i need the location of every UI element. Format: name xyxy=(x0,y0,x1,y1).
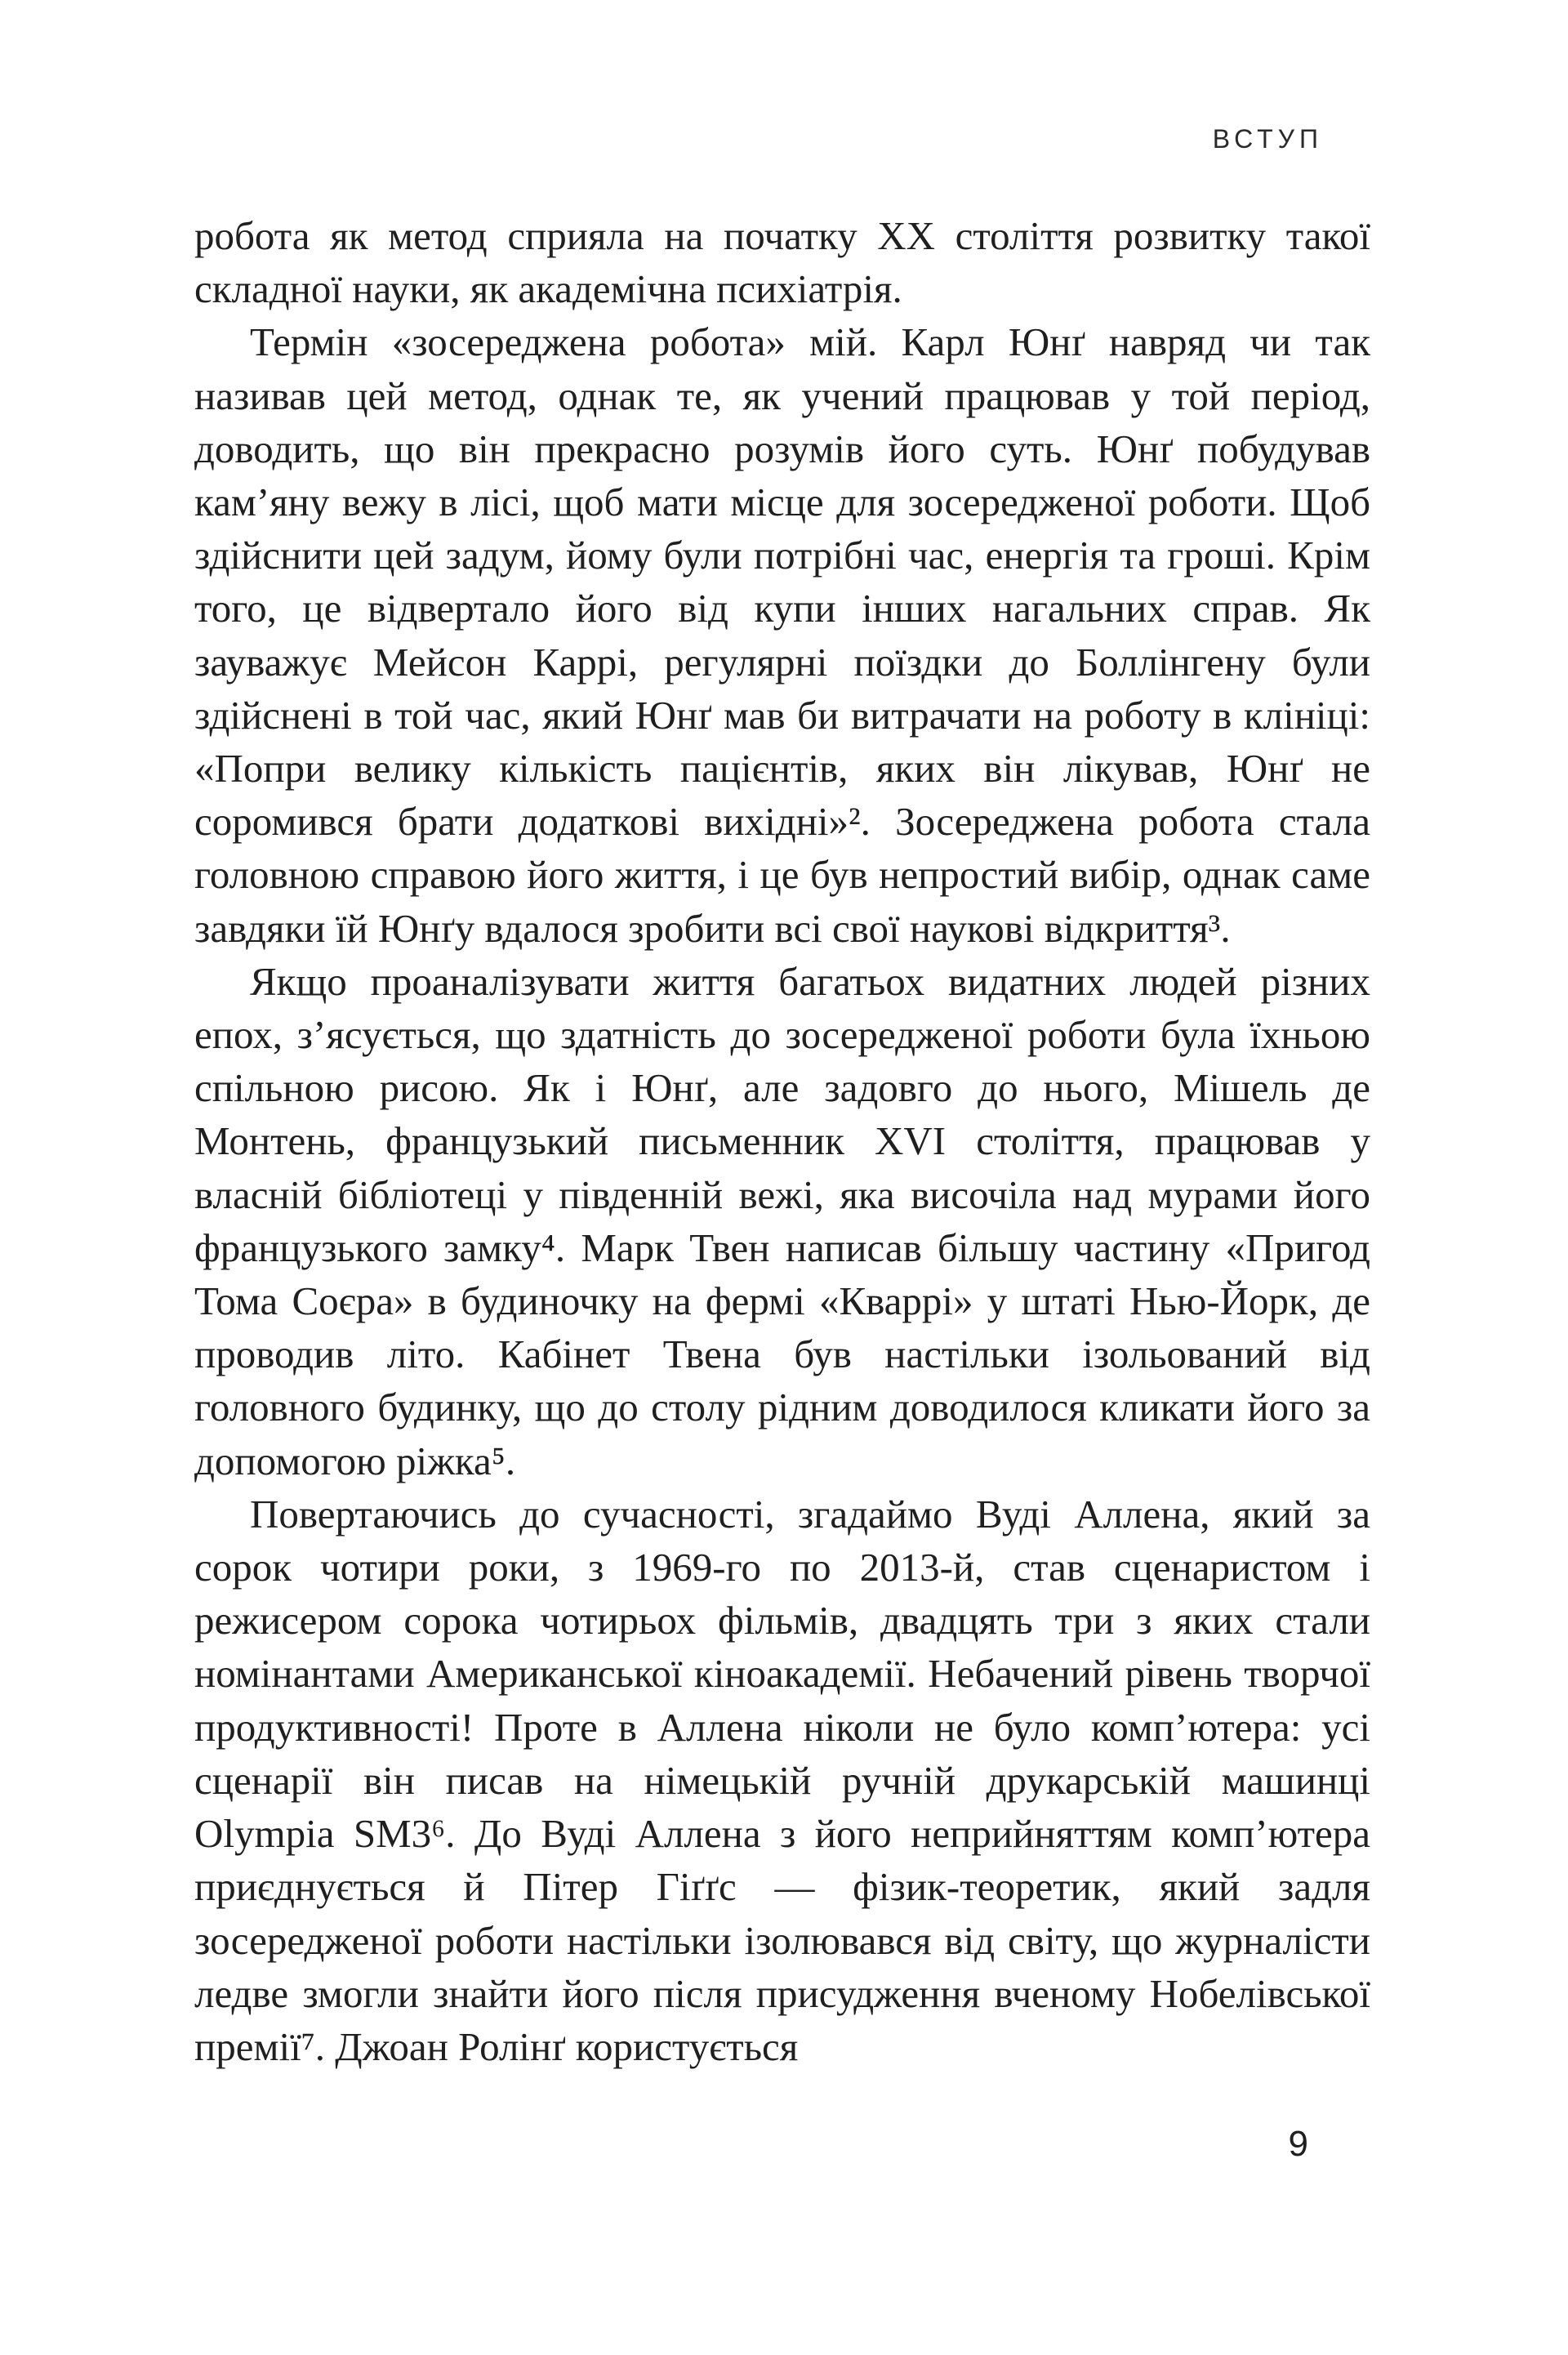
body-text xyxy=(194,209,1370,2073)
running-header: ВСТУП xyxy=(1212,124,1323,154)
paragraph: Термін «зосереджена робота» мій. Карл Юнґ навряд чи так називав цей метод, однак те, як учений працював у той період, доводить, що він прекрасно розумів його суть. Юнґ побудував кам’яну вежу в лісі, щоб мати місце для зосередженої роботи. Щоб здійснити цей задум, йому були потрібні час, енергія та гроші. Крім того, це відвертало його від купи інших нагальних справ. Як зауважує Мейсон Каррі, регулярні поїздки до Боллінгену були здійснені в той час, який Юнґ мав би витрачати на роботу в клініці: «Попри велику кількість пацієнтів, яких він лікував, Юнґ не соромився брати додаткові вихідні»². Зосереджена робота стала головною справою його життя, і це був непростий вибір, однак саме завдяки їй Юнґу вдалося зробити всі свої наукові відкриття³. xyxy=(194,319,1370,951)
page-number: 9 xyxy=(1288,2124,1308,2164)
paragraph-continuation: робота як метод сприяла на початку XX століття розвитку такої складної науки, як академічна психіатрія. xyxy=(194,213,1370,312)
paragraph: Повертаючись до сучасності, згадаймо Вуді Аллена, який за сорок чотири роки, з 1969-го по 2013-й, став сценаристом і режисером сорока чотирьох фільмів, двадцять три з яких стали номінантами Американської кіноакадемії. Небачений рівень творчої продуктивності! Проте в Аллена ніколи не було комп’ютера: усі сценарії він писав на німецькій ручній друкарській машинці Olympia SM3⁶. До Вуді Аллена з його неприйняттям комп’ютера приєднується й Пітер Гіґґс — фізик-теоретик, який задля зосередженої роботи настільки ізолювався від світу, що журналісти ледве змогли знайти його після присудження вченому Нобелівської премії⁷. Джоан Ролінґ користується xyxy=(194,1491,1370,2069)
paragraph: Якщо проаналізувати життя багатьох видатних людей різних епох, з’ясується, що здатність до зосередженої роботи була їхньою спільною рисою. Як і Юнґ, але задовго до нього, Мішель де Монтень, французький письменник XVI століття, працював у власній бібліотеці у південній вежі, яка височіла над мурами його французького замку⁴. Марк Твен написав більшу частину «Пригод Тома Соєра» в будиночку на фермі «Кваррі» у штаті Нью-Йорк, де проводив літо. Кабінет Твена був настільки ізольований від головного будинку, що до столу рідним доводилося кликати його за допомогою ріжка⁵. xyxy=(194,958,1370,1483)
